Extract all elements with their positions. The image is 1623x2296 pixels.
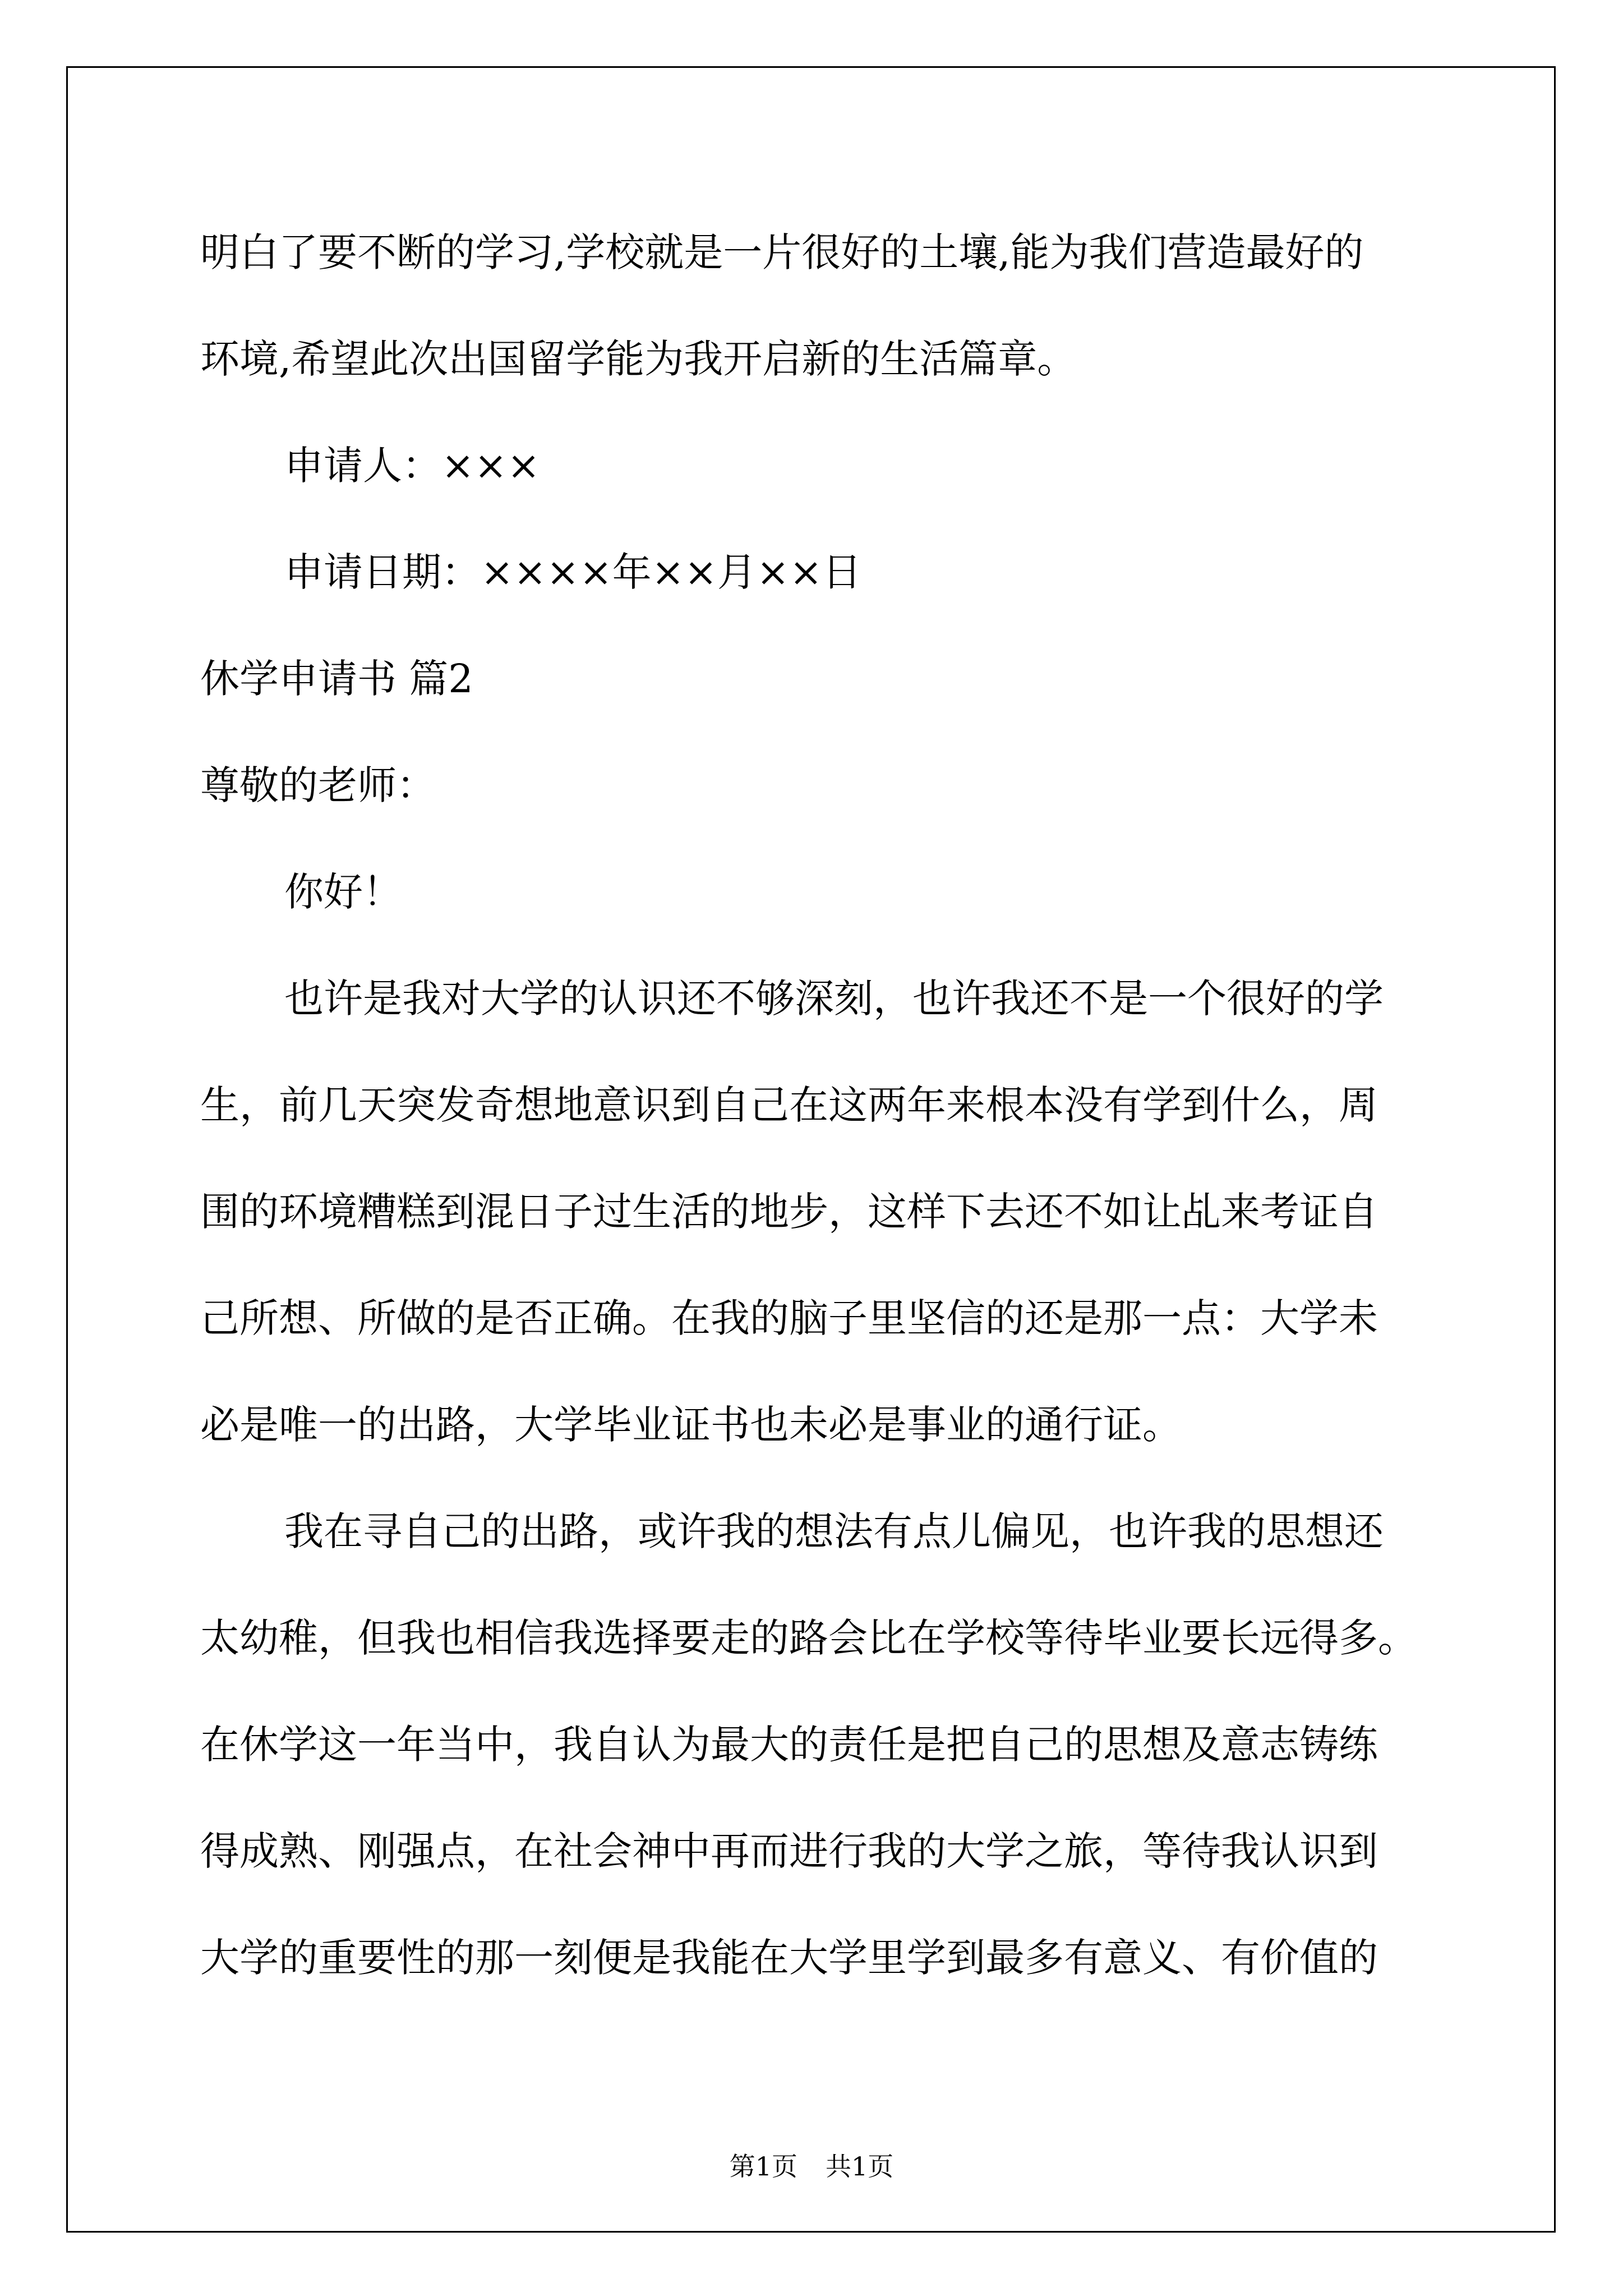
section-heading: 休学申请书 篇2: [200, 656, 473, 702]
page-number-total: 共1页: [826, 2151, 894, 2182]
paragraph-line: 也许是我对大学的认识还不够深刻，也许我还不是一个很好的学: [284, 976, 1384, 1022]
paragraph-line: 己所想、所做的是否正确。在我的脑子里坚信的还是那一点：大学未: [200, 1295, 1378, 1341]
page-footer: [0, 2150, 1623, 2183]
paragraph-line: 明白了要不断的学习,学校就是一片很好的土壤,能为我们营造最好的: [200, 229, 1364, 275]
paragraph-line: 太幼稚，但我也相信我选择要走的路会比在学校等待毕业要长远得多。: [200, 1615, 1417, 1661]
applicant-line: 申请人：×××: [284, 443, 540, 489]
paragraph-line: 得成熟、刚强点，在社会神中再而进行我的大学之旅，等待我认识到: [200, 1828, 1378, 1874]
paragraph-line: 环境,希望此次出国留学能为我开启新的生活篇章。: [200, 336, 1077, 382]
paragraph-line: 围的环境糟糕到混日子过生活的地步，这样下去还不如让乩来考证自: [200, 1189, 1378, 1235]
paragraph-line: 生，前几天突发奇想地意识到自己在这两年来根本没有学到什么，周: [200, 1082, 1378, 1128]
greeting: 你好！: [284, 869, 402, 915]
paragraph-line: 大学的重要性的那一刻便是我能在大学里学到最多有意义、有价值的: [200, 1935, 1378, 1981]
paragraph-line: 在休学这一年当中，我自认为最大的责任是把自己的思想及意志铸练: [200, 1722, 1378, 1768]
paragraph-line: 必是唯一的出路，大学毕业证书也未必是事业的通行证。: [200, 1402, 1182, 1448]
page-border: [66, 66, 1556, 2233]
paragraph-line: 我在寻自己的出路，或许我的想法有点儿偏见，也许我的思想还: [284, 1508, 1384, 1554]
application-date-line: 申请日期：××××年××月××日: [284, 549, 862, 595]
page-number-current: 第1页: [729, 2151, 797, 2182]
salutation: 尊敬的老师：: [200, 762, 436, 808]
